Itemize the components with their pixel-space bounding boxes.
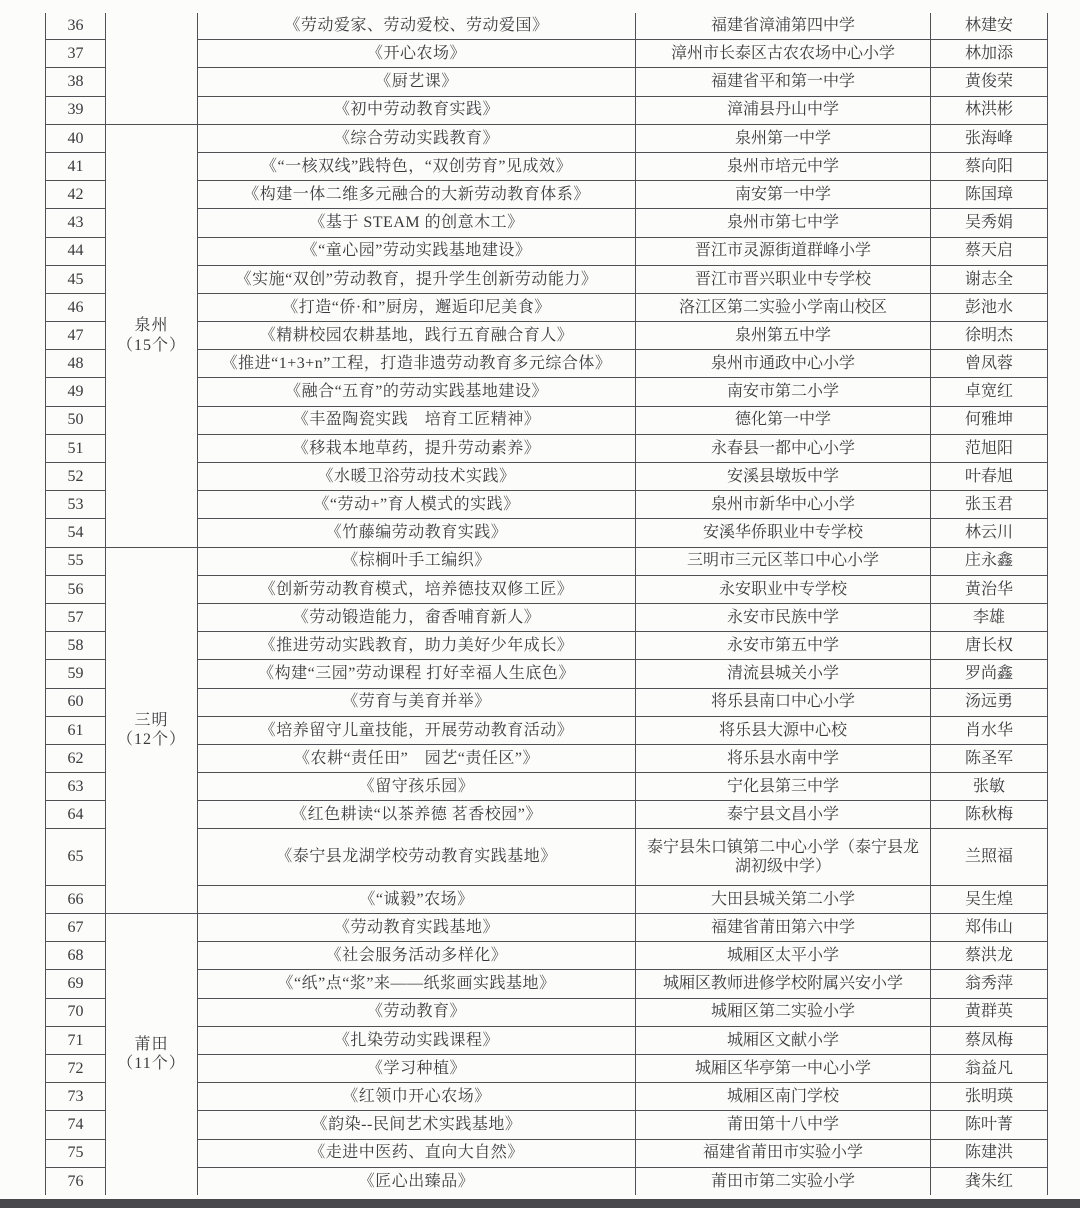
school-name: 永安职业中专学校 — [636, 575, 931, 603]
project-title: 《走进中医药、直向大自然》 — [198, 1139, 636, 1167]
person-name: 郑伟山 — [931, 914, 1048, 942]
region-name: 莆田 — [134, 1035, 169, 1053]
person-name: 蔡向阳 — [931, 152, 1048, 180]
school-name: 安溪华侨职业中专学校 — [636, 519, 931, 547]
person-name: 林洪彬 — [931, 96, 1048, 124]
row-number: 59 — [46, 660, 106, 688]
school-name: 南安第一中学 — [636, 181, 931, 209]
project-title: 《厨艺课》 — [198, 68, 636, 96]
project-title: 《劳动教育》 — [198, 998, 636, 1026]
region-cell — [106, 547, 198, 913]
project-title: 《学习种植》 — [198, 1054, 636, 1082]
person-name: 兰照福 — [931, 829, 1048, 885]
person-name: 翁益凡 — [931, 1054, 1048, 1082]
project-title: 《红色耕读“以茶养德 茗香校园”》 — [198, 801, 636, 829]
project-title: 《泰宁县龙湖学校劳动教育实践基地》 — [198, 829, 636, 885]
project-title: 《“劳动+”育人模式的实践》 — [198, 491, 636, 519]
row-number: 49 — [46, 378, 106, 406]
row-number: 66 — [46, 885, 106, 913]
school-name: 永安市民族中学 — [636, 603, 931, 631]
project-title: 《“一核双线”践特色，“双创劳育”见成效》 — [198, 152, 636, 180]
row-number: 68 — [46, 942, 106, 970]
person-name: 李雄 — [931, 603, 1048, 631]
school-name: 永安市第五中学 — [636, 632, 931, 660]
person-name: 吴生煌 — [931, 885, 1048, 913]
region-count: （15个） — [116, 336, 186, 354]
row-number: 69 — [46, 970, 106, 998]
school-name: 城厢区文献小学 — [636, 1026, 931, 1054]
award-project-table — [45, 13, 1048, 1195]
row-number: 76 — [46, 1167, 106, 1195]
person-name: 徐明杰 — [931, 322, 1048, 350]
project-title: 《开心农场》 — [198, 40, 636, 68]
person-name: 陈建洪 — [931, 1139, 1048, 1167]
row-number: 57 — [46, 603, 106, 631]
project-title: 《棕榈叶手工编织》 — [198, 547, 636, 575]
row-number: 36 — [46, 13, 106, 40]
person-name: 汤远勇 — [931, 688, 1048, 716]
row-number: 54 — [46, 519, 106, 547]
school-name: 晋江市晋兴职业中专学校 — [636, 265, 931, 293]
table-row — [46, 124, 1048, 152]
region-cell — [106, 13, 198, 124]
row-number: 42 — [46, 181, 106, 209]
school-name: 安溪县墩坂中学 — [636, 463, 931, 491]
project-title: 《韵染--民间艺术实践基地》 — [198, 1111, 636, 1139]
project-title: 《实施“双创”劳动教育，提升学生创新劳动能力》 — [198, 265, 636, 293]
school-name: 泉州市新华中心小学 — [636, 491, 931, 519]
person-name: 翁秀萍 — [931, 970, 1048, 998]
project-title: 《匠心出臻品》 — [198, 1167, 636, 1195]
project-title: 《融合“五育”的劳动实践基地建设》 — [198, 378, 636, 406]
project-title: 《红领巾开心农场》 — [198, 1083, 636, 1111]
person-name: 张明瑛 — [931, 1083, 1048, 1111]
project-title: 《推进“1+3+n”工程，打造非遗劳动教育多元综合体》 — [198, 350, 636, 378]
school-name: 宁化县第三中学 — [636, 773, 931, 801]
person-name: 张玉君 — [931, 491, 1048, 519]
region-count: （11个） — [117, 1055, 186, 1073]
row-number: 72 — [46, 1054, 106, 1082]
project-title: 《培养留守儿童技能，开展劳动教育活动》 — [198, 716, 636, 744]
person-name: 黄俊荣 — [931, 68, 1048, 96]
region-name: 三明 — [134, 711, 169, 729]
row-number: 39 — [46, 96, 106, 124]
school-name: 莆田第十八中学 — [636, 1111, 931, 1139]
person-name: 彭池水 — [931, 293, 1048, 321]
row-number: 40 — [46, 124, 106, 152]
school-name: 漳浦县丹山中学 — [636, 96, 931, 124]
person-name: 范旭阳 — [931, 434, 1048, 462]
school-name: 永春县一都中心小学 — [636, 434, 931, 462]
table-clip-region — [45, 13, 1051, 1195]
project-title: 《扎染劳动实践课程》 — [198, 1026, 636, 1054]
project-title: 《劳育与美育并举》 — [198, 688, 636, 716]
person-name: 何雅坤 — [931, 406, 1048, 434]
row-number: 47 — [46, 322, 106, 350]
person-name: 林云川 — [931, 519, 1048, 547]
project-title: 《“诚毅”农场》 — [198, 885, 636, 913]
project-title: 《构建“三园”劳动课程 打好幸福人生底色》 — [198, 660, 636, 688]
person-name: 卓宽红 — [931, 378, 1048, 406]
table-row — [46, 914, 1048, 942]
region-name: 泉州 — [134, 317, 169, 335]
table-row — [46, 547, 1048, 575]
row-number: 44 — [46, 237, 106, 265]
school-name: 城厢区华亭第一中心小学 — [636, 1054, 931, 1082]
school-name: 将乐县大源中心校 — [636, 716, 931, 744]
school-name: 德化第一中学 — [636, 406, 931, 434]
row-number: 55 — [46, 547, 106, 575]
row-number: 74 — [46, 1111, 106, 1139]
school-name: 福建省平和第一中学 — [636, 68, 931, 96]
school-name: 晋江市灵源街道群峰小学 — [636, 237, 931, 265]
row-number: 53 — [46, 491, 106, 519]
bottom-divider-bar — [0, 1199, 1080, 1208]
person-name: 吴秀娟 — [931, 209, 1048, 237]
project-title: 《劳动爱家、劳动爱校、劳动爱国》 — [198, 13, 636, 40]
project-title: 《基于 STEAM 的创意木工》 — [198, 209, 636, 237]
school-name: 南安市第二小学 — [636, 378, 931, 406]
school-name: 泉州第一中学 — [636, 124, 931, 152]
person-name: 黄群英 — [931, 998, 1048, 1026]
school-name: 清流县城关小学 — [636, 660, 931, 688]
project-title: 《打造“侨·和”厨房，邂逅印尼美食》 — [198, 293, 636, 321]
project-title: 《留守孩乐园》 — [198, 773, 636, 801]
person-name: 叶春旭 — [931, 463, 1048, 491]
table-body — [46, 13, 1048, 1195]
school-name: 泉州市培元中学 — [636, 152, 931, 180]
region-cell — [106, 124, 198, 547]
school-name: 福建省莆田第六中学 — [636, 914, 931, 942]
row-number: 67 — [46, 914, 106, 942]
project-title: 《农耕“责任田” 园艺“责任区”》 — [198, 744, 636, 772]
person-name: 曾凤蓉 — [931, 350, 1048, 378]
school-name: 漳州市长泰区古农农场中心小学 — [636, 40, 931, 68]
row-number: 64 — [46, 801, 106, 829]
row-number: 61 — [46, 716, 106, 744]
row-number: 60 — [46, 688, 106, 716]
school-name: 城厢区太平小学 — [636, 942, 931, 970]
person-name: 陈叶菁 — [931, 1111, 1048, 1139]
person-name: 蔡洪龙 — [931, 942, 1048, 970]
row-number: 45 — [46, 265, 106, 293]
school-name: 泰宁县朱口镇第二中心小学（泰宁县龙湖初级中学） — [636, 829, 931, 885]
person-name: 庄永鑫 — [931, 547, 1048, 575]
person-name: 肖水华 — [931, 716, 1048, 744]
person-name: 张敏 — [931, 773, 1048, 801]
school-name: 福建省莆田市实验小学 — [636, 1139, 931, 1167]
person-name: 黄治华 — [931, 575, 1048, 603]
person-name: 林加添 — [931, 40, 1048, 68]
region-count: （12个） — [116, 731, 186, 749]
project-title: 《竹藤编劳动教育实践》 — [198, 519, 636, 547]
person-name: 龚朱红 — [931, 1167, 1048, 1195]
row-number: 75 — [46, 1139, 106, 1167]
school-name: 城厢区第二实验小学 — [636, 998, 931, 1026]
project-title: 《丰盈陶瓷实践 培育工匠精神》 — [198, 406, 636, 434]
person-name: 林建安 — [931, 13, 1048, 40]
row-number: 37 — [46, 40, 106, 68]
school-name: 莆田市第二实验小学 — [636, 1167, 931, 1195]
row-number: 58 — [46, 632, 106, 660]
row-number: 50 — [46, 406, 106, 434]
project-title: 《社会服务活动多样化》 — [198, 942, 636, 970]
school-name: 大田县城关第二小学 — [636, 885, 931, 913]
row-number: 70 — [46, 998, 106, 1026]
row-number: 52 — [46, 463, 106, 491]
row-number: 73 — [46, 1083, 106, 1111]
project-title: 《初中劳动教育实践》 — [198, 96, 636, 124]
school-name: 城厢区南门学校 — [636, 1083, 931, 1111]
row-number: 63 — [46, 773, 106, 801]
person-name: 唐长权 — [931, 632, 1048, 660]
region-cell — [106, 914, 198, 1195]
project-title: 《水暖卫浴劳动技术实践》 — [198, 463, 636, 491]
project-title: 《构建一体二维多元融合的大新劳动教育体系》 — [198, 181, 636, 209]
school-name: 三明市三元区莘口中心小学 — [636, 547, 931, 575]
project-title: 《“纸”点“浆”来——纸浆画实践基地》 — [198, 970, 636, 998]
person-name: 张海峰 — [931, 124, 1048, 152]
row-number: 41 — [46, 152, 106, 180]
project-title: 《劳动教育实践基地》 — [198, 914, 636, 942]
project-title: 《创新劳动教育模式，培养德技双修工匠》 — [198, 575, 636, 603]
school-name: 泉州第五中学 — [636, 322, 931, 350]
school-name: 泉州市第七中学 — [636, 209, 931, 237]
project-title: 《劳动锻造能力，畲香哺育新人》 — [198, 603, 636, 631]
row-number: 51 — [46, 434, 106, 462]
person-name: 罗尚鑫 — [931, 660, 1048, 688]
project-title: 《移栽本地草药，提升劳动素养》 — [198, 434, 636, 462]
school-name: 将乐县水南中学 — [636, 744, 931, 772]
row-number: 43 — [46, 209, 106, 237]
row-number: 62 — [46, 744, 106, 772]
school-name: 泰宁县文昌小学 — [636, 801, 931, 829]
person-name: 蔡天启 — [931, 237, 1048, 265]
project-title: 《“童心园”劳动实践基地建设》 — [198, 237, 636, 265]
person-name: 陈秋梅 — [931, 801, 1048, 829]
row-number: 71 — [46, 1026, 106, 1054]
person-name: 蔡凤梅 — [931, 1026, 1048, 1054]
project-title: 《综合劳动实践教育》 — [198, 124, 636, 152]
person-name: 陈圣军 — [931, 744, 1048, 772]
person-name: 陈国璋 — [931, 181, 1048, 209]
table-row — [46, 13, 1048, 40]
school-name: 城厢区教师进修学校附属兴安小学 — [636, 970, 931, 998]
row-number: 65 — [46, 829, 106, 885]
project-title: 《推进劳动实践教育，助力美好少年成长》 — [198, 632, 636, 660]
school-name: 将乐县南口中心小学 — [636, 688, 931, 716]
row-number: 48 — [46, 350, 106, 378]
row-number: 46 — [46, 293, 106, 321]
project-title: 《精耕校园农耕基地，践行五育融合育人》 — [198, 322, 636, 350]
row-number: 38 — [46, 68, 106, 96]
school-name: 洛江区第二实验小学南山校区 — [636, 293, 931, 321]
school-name: 福建省漳浦第四中学 — [636, 13, 931, 40]
person-name: 谢志全 — [931, 265, 1048, 293]
school-name: 泉州市通政中心小学 — [636, 350, 931, 378]
row-number: 56 — [46, 575, 106, 603]
